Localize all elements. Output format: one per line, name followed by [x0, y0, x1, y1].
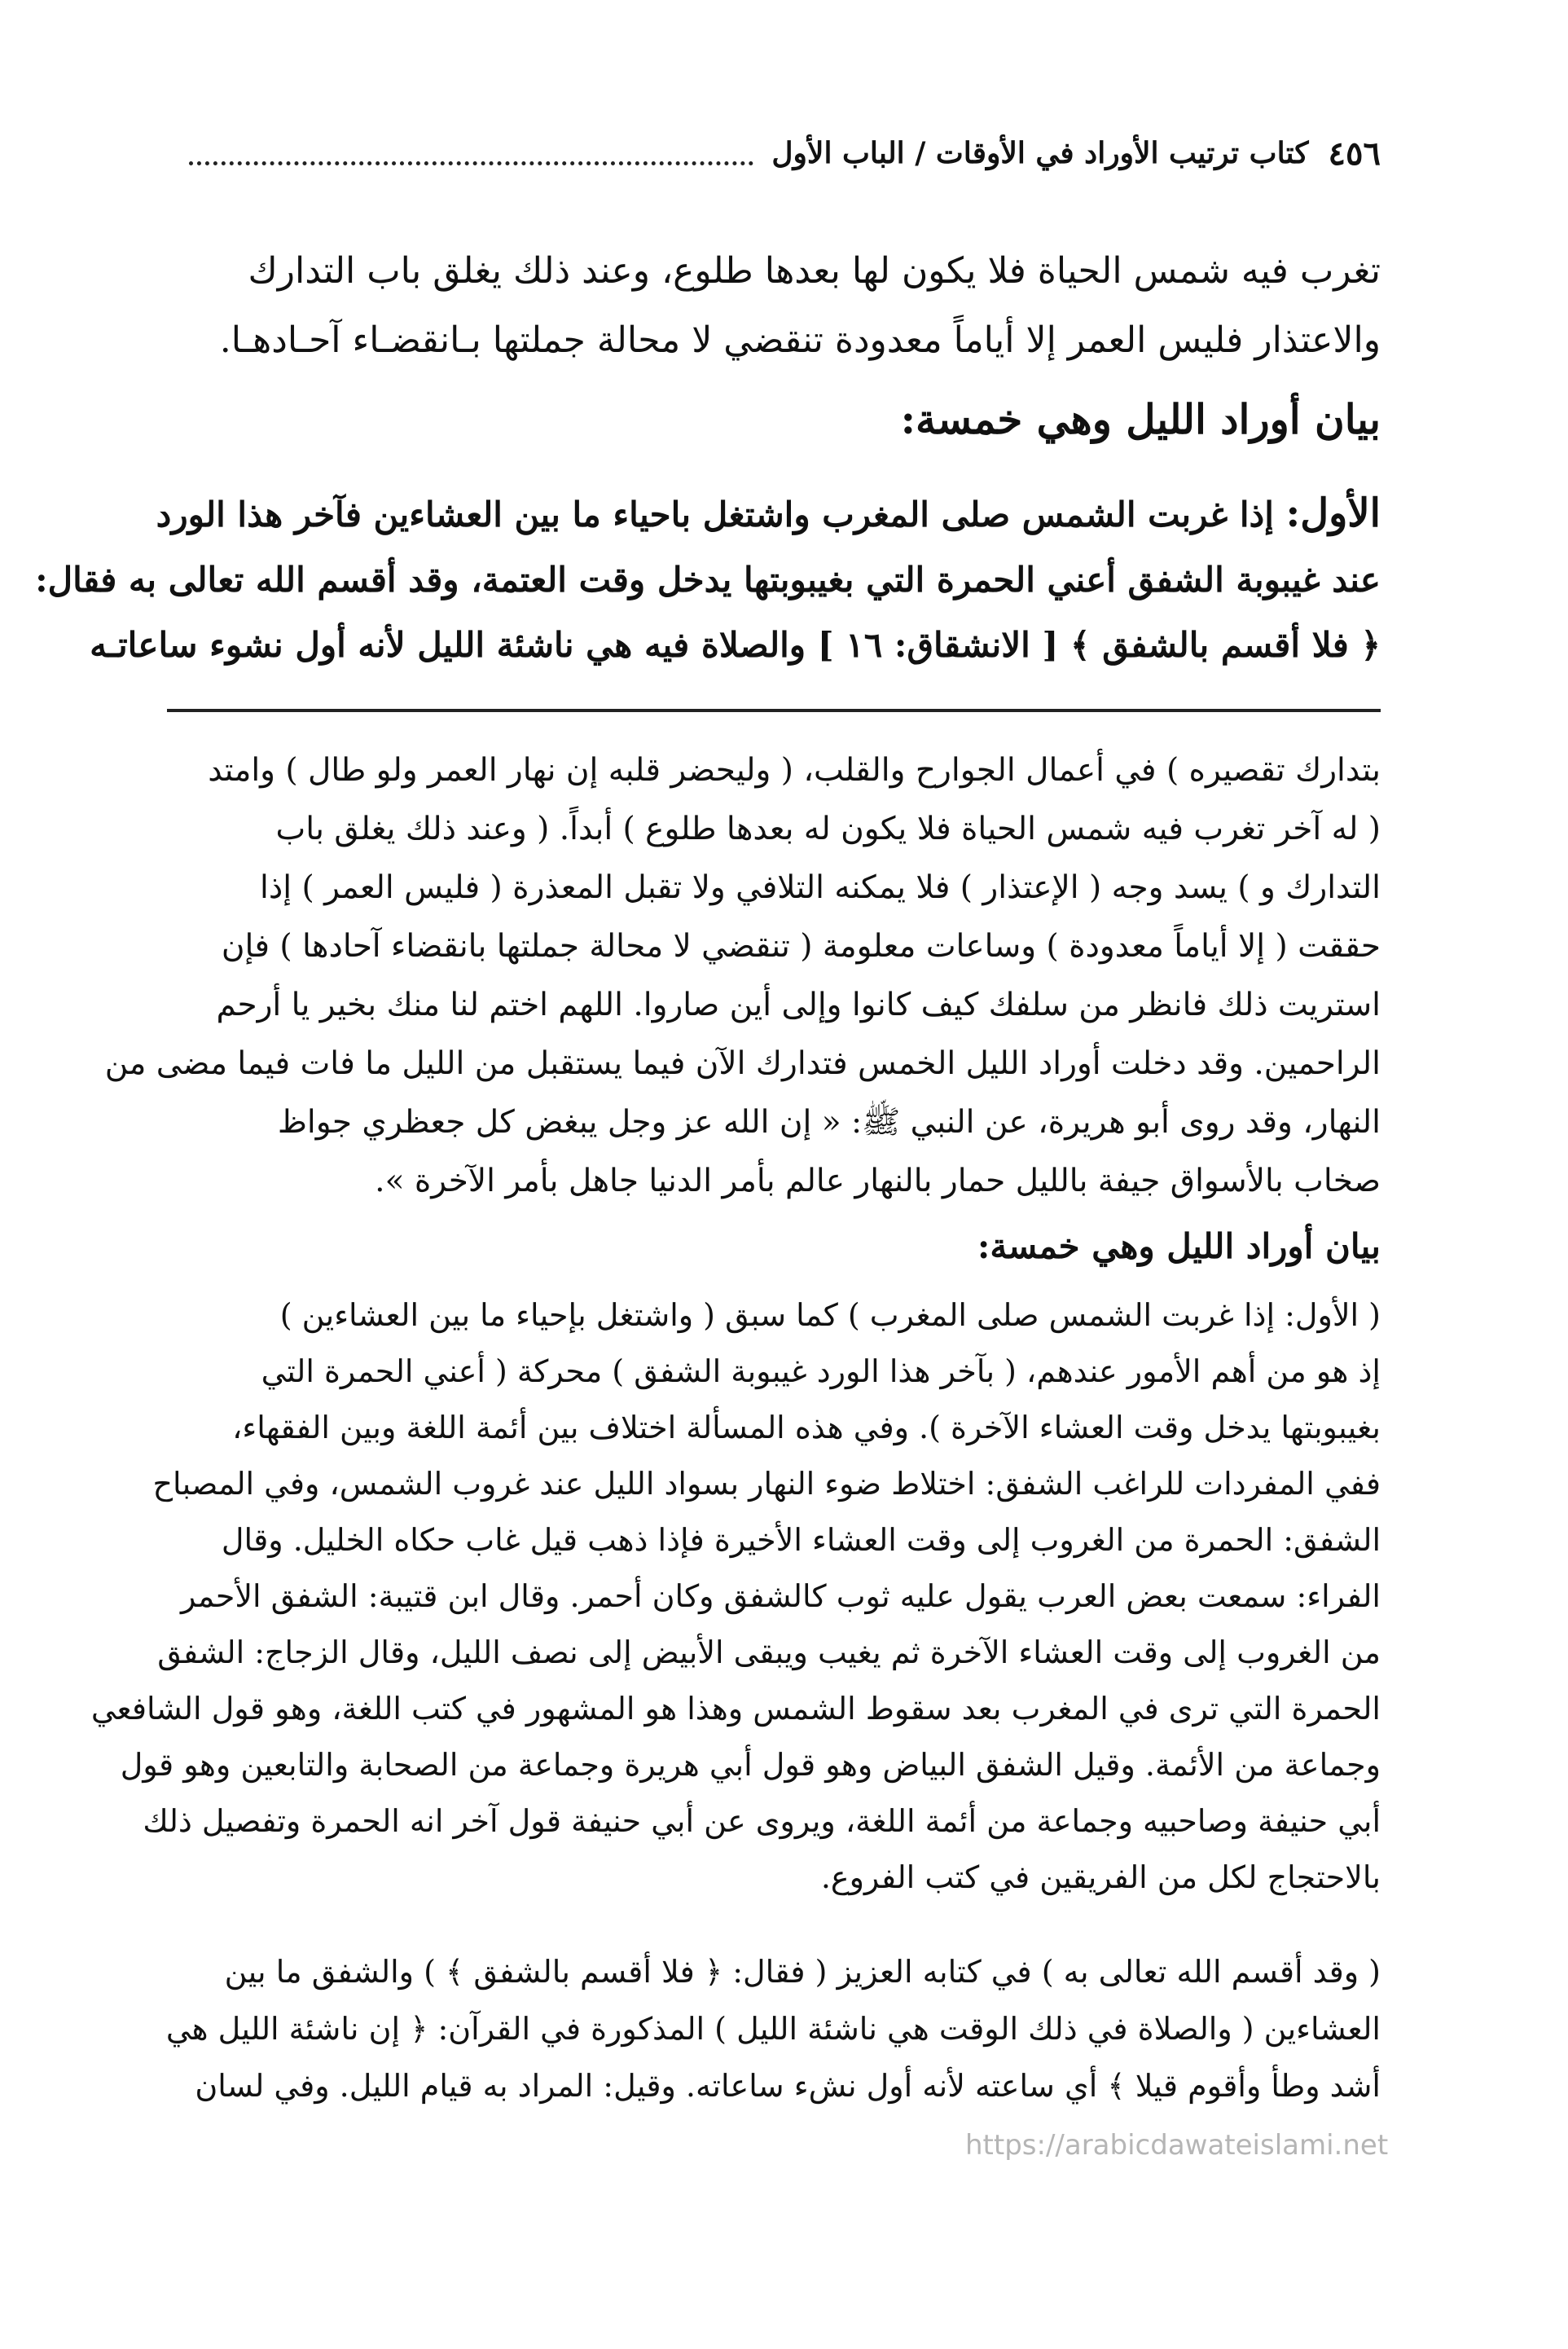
first-line-text: إذا غربت الشمس صلى المغرب واشتغل باحياء ما بين العشاءين فآخر هذا الورد [156, 495, 1274, 534]
commentary-line: استريت ذلك فانظر من سلفك كيف كانوا وإلى أين صاروا. اللهم اختم لنا منك بخير يا أرحم [216, 987, 1381, 1023]
commentary-line: حققت ( إلا أياماً معدودة ) وساعات معلومة ( تنقضي لا محالة جملتها بانقضاء آحادها ) فإن [221, 928, 1381, 965]
first-line: ﴿ فلا أقسم بالشفق ﴾ [ الانشقاق: ١٦ ] والصلاة فيه هي ناشئة الليل لأنه أول نشوء ساعاتـه [90, 625, 1381, 665]
first-wird-paragraph [35, 481, 1381, 678]
commentary-line: وجماعة من الأئمة. وقيل الشفق البياض وهو قول أبي هريرة وجماعة من الصحابة والتابعين وهو قول [120, 1747, 1381, 1783]
commentary-paragraph-3 [165, 1943, 1381, 2114]
commentary-line: إذ هو من أهم الأمور عندهم، ( بآخر هذا الورد غيبوبة الشفق ) محركة ( أعني الحمرة التي [261, 1353, 1381, 1389]
commentary-line: ( الأول: إذا غربت الشمس صلى المغرب ) كما سبق ( واشتغل بإحياء ما بين العشاءين ) [279, 1297, 1381, 1333]
commentary-line: التدارك و ) يسد وجه ( الإعتذار ) فلا يمكنه التلافي ولا تقبل المعذرة ( فليس العمر ) إذا [260, 869, 1381, 906]
commentary-line: ( له آخر تغرب فيه شمس الحياة فلا يكون له بعدها طلوع ) أبداً. ( وعند ذلك يغلق باب [275, 811, 1381, 847]
section-heading: بيان أوراد الليل وهي خمسة: [900, 395, 1381, 443]
commentary-line: الشفق: الحمرة من الغروب إلى وقت العشاء الأخيرة فإذا ذهب قيل غاب حكاه الخليل. وقال [221, 1522, 1381, 1558]
commentary-heading: بيان أوراد الليل وهي خمسة: [977, 1226, 1381, 1266]
commentary-paragraph-2 [90, 1287, 1381, 1906]
commentary-line: بالاحتجاج لكل من الفريقين في كتب الفروع. [820, 1859, 1381, 1895]
commentary-line: النهار، وقد روى أبو هريرة، عن النبي ﷺ: « إن الله عز وجل يبغض كل جعظري جواظ [277, 1104, 1381, 1141]
commentary-paragraph-1 [104, 741, 1381, 1211]
page-header [171, 129, 1381, 178]
commentary-line: ( وقد أقسم الله تعالى به ) في كتابه العزيز ( فقال: ﴿ فلا أقسم بالشفق ﴾ ) والشفق ما بين [224, 1954, 1381, 1990]
commentary-line: ففي المفردات للراغب الشفق: اختلاط ضوء النهار بسواد الليل عند غروب الشمس، وفي المصباح [152, 1466, 1381, 1502]
commentary-line: أشد وطأ وأقوم قيلا ﴾ أي ساعته لأنه أول نشء ساعاته. وقيل: المراد به قيام الليل. وفي لسان [195, 2068, 1381, 2104]
intro-line: تغرب فيه شمس الحياة فلا يكون لها بعدها طلوع، وعند ذلك يغلق باب التدارك [248, 250, 1381, 292]
commentary-line: أبي حنيفة وصاحبيه وجماعة من أئمة اللغة، ويروى عن أبي حنيفة قول آخر انه الحمرة وتفصيل ذلك [143, 1803, 1381, 1839]
commentary-line: الفراء: سمعت بعض العرب يقول عليه ثوب كالشفق وكان أحمر. وقال ابن قتيبة: الشفق الأحمر [180, 1578, 1381, 1614]
first-line [156, 481, 1381, 548]
commentary-line: العشاءين ( والصلاة في ذلك الوقت هي ناشئة الليل ) المذكورة في القرآن: ﴿ إن ناشئة الليل هي [165, 2011, 1381, 2047]
first-line: عند غيبوبة الشفق أعني الحمرة التي بغيبوبتها يدخل وقت العتمة، وقد أقسم الله تعالى به فقال: [35, 560, 1381, 600]
intro-line: والاعتذار فليس العمر إلا أياماً معدودة تنقضي لا محالة جملتها بـانقضـاء آحـادهـا. [219, 319, 1381, 361]
page-number: ٤٥٦ [1328, 134, 1381, 173]
commentary-line: صخاب بالأسواق جيفة بالليل حمار بالنهار عالم بأمر الدنيا جاهل بأمر الآخرة ». [375, 1163, 1381, 1199]
commentary-line: بتدارك تقصيره ) في أعمال الجوارح والقلب، ( وليحضر قلبه إن نهار العمر ولو طال ) وامتد [208, 752, 1381, 789]
commentary-line: الراحمين. وقد دخلت أوراد الليل الخمس فتدارك الآن فيما يستقبل من الليل ما فات فيما مضى من [104, 1045, 1381, 1082]
commentary-line: بغيبوبتها يدخل وقت العشاء الآخرة ). وفي هذه المسألة اختلاف بين أئمة اللغة وبين الفقهاء، [232, 1410, 1381, 1445]
intro-paragraph [187, 236, 1381, 375]
running-title: كتاب ترتيب الأوراد في الأوقات / الباب الأول [771, 136, 1309, 170]
first-lead-word: الأول: [1285, 490, 1381, 536]
dotted-leader [189, 142, 753, 165]
divider-rule [167, 709, 1381, 712]
commentary-line: من الغروب إلى وقت العشاء الآخرة ثم يغيب ويبقى الأبيض إلى نصف الليل، وقال الزجاج: الشفق [157, 1634, 1381, 1670]
commentary-line: الحمرة التي ترى في المغرب بعد سقوط الشمس وهذا هو المشهور في كتب اللغة، وهو قول الشافعي [90, 1691, 1381, 1727]
site-watermark: https://arabicdawateislami.net [965, 2129, 1389, 2162]
